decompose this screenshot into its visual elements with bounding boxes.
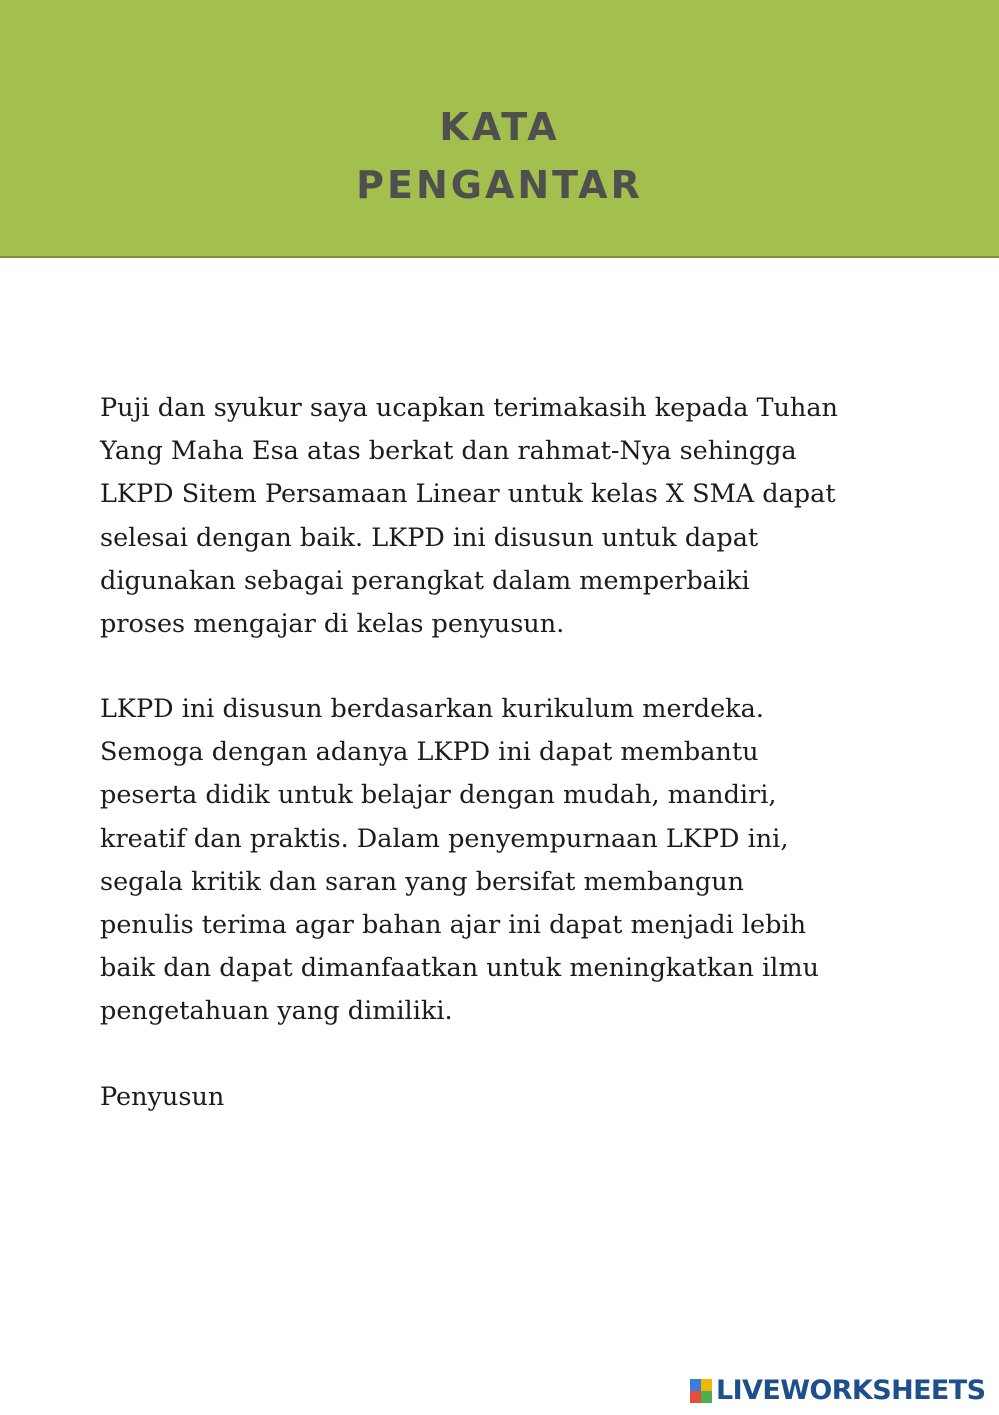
paragraph-line: digunakan sebagai perangkat dalam memperbaiki xyxy=(100,565,750,596)
paragraph-line: peserta didik untuk belajar dengan mudah, mandiri, xyxy=(100,780,777,811)
paragraph-line: Semoga dengan adanya LKPD ini dapat membantu xyxy=(100,737,759,768)
page-title-line-2: PENGANTAR xyxy=(356,163,643,207)
paragraph-line: LKPD ini disusun berdasarkan kurikulum merdeka. xyxy=(100,694,764,724)
logo-text: LIVEWORKSHEETS xyxy=(716,1375,986,1406)
paragraph-line: baik dan dapat dimanfaatkan untuk meningkatkan ilmu xyxy=(100,953,819,984)
paragraph-line: proses mengajar di kelas penyusun. xyxy=(100,609,565,640)
paragraph-line: pengetahuan yang dimiliki. xyxy=(100,996,453,1027)
liveworksheets-logo-icon xyxy=(690,1379,712,1403)
header-band xyxy=(0,0,999,258)
paragraph-line: kreatif dan praktis. Dalam penyempurnaan LKPD ini, xyxy=(100,823,789,854)
paragraph-2 xyxy=(100,688,940,1034)
paragraph-line: penulis terima agar bahan ajar ini dapat menjadi lebih xyxy=(100,910,807,941)
paragraph-1 xyxy=(100,387,940,646)
signature xyxy=(100,1076,940,1119)
signature-text: Penyusun xyxy=(100,1082,225,1112)
liveworksheets-logo[interactable] xyxy=(690,1374,985,1408)
page-title-line-1: KATA xyxy=(439,105,560,149)
paragraph-line: Yang Maha Esa atas berkat dan rahmat-Nya sehingga xyxy=(100,436,797,467)
paragraph-line: Puji dan syukur saya ucapkan terimakasih kepada Tuhan xyxy=(100,393,838,423)
paragraph-line: segala kritik dan saran yang bersifat membangun xyxy=(100,866,745,897)
paragraph-line: LKPD Sitem Persamaan Linear untuk kelas X SMA dapat xyxy=(100,479,836,510)
paragraph-line: selesai dengan baik. LKPD ini disusun untuk dapat xyxy=(100,522,759,553)
